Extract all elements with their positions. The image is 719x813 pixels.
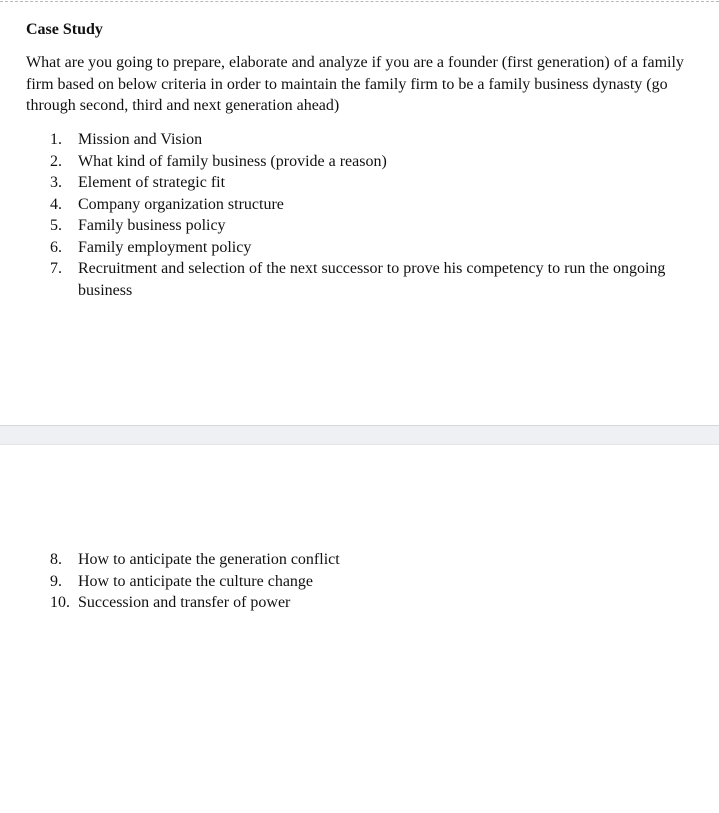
list-item	[0, 258, 678, 301]
case-study-heading: Case Study	[26, 21, 103, 38]
list-item-text: Company organization structure	[78, 195, 284, 213]
list-item	[0, 129, 678, 151]
list-item-number: 10.	[50, 594, 70, 611]
page-top-border	[0, 1, 719, 2]
list-item-number: 4.	[50, 195, 62, 213]
list-item-text: Succession and transfer of power	[78, 594, 291, 611]
list-item	[0, 194, 678, 216]
list-item-number: 6.	[50, 238, 62, 256]
list-item-text: Family employment policy	[78, 238, 252, 256]
list-item-number: 3.	[50, 174, 62, 191]
list-item-number: 2.	[50, 152, 62, 170]
list-item-number: 5.	[50, 217, 62, 234]
criteria-list	[0, 129, 678, 301]
list-item-text: Element of strategic fit	[78, 174, 226, 191]
list-item	[0, 215, 678, 237]
list-item-text: How to anticipate the culture change	[78, 572, 314, 590]
list-item	[0, 592, 678, 614]
list-item-text: Recruitment and selection of the next successor to prove his competency to run the ongoing business	[78, 260, 666, 299]
criteria-list-continued	[0, 549, 678, 614]
list-item	[0, 549, 678, 571]
list-item-text: Mission and Vision	[78, 131, 203, 148]
case-study-intro: What are you going to prepare, elaborate and analyze if you are a founder (first generation) of a family firm based on below criteria in order to maintain the family firm to be a family business dynasty (go through second, third and next generation ahead)	[26, 54, 684, 114]
list-item	[0, 151, 678, 173]
list-item-number: 8.	[50, 551, 62, 568]
document-page-2	[0, 445, 719, 813]
list-item-text: How to anticipate the generation conflict	[78, 551, 340, 568]
list-item-number: 1.	[50, 131, 62, 148]
list-item-text: Family business policy	[78, 217, 226, 234]
list-item	[0, 237, 678, 259]
list-item-number: 7.	[50, 260, 62, 277]
list-item-text: What kind of family business (provide a reason)	[78, 152, 387, 170]
page-separator	[0, 425, 719, 445]
list-item	[0, 172, 678, 194]
list-item-number: 9.	[50, 572, 62, 590]
list-item	[0, 571, 678, 593]
